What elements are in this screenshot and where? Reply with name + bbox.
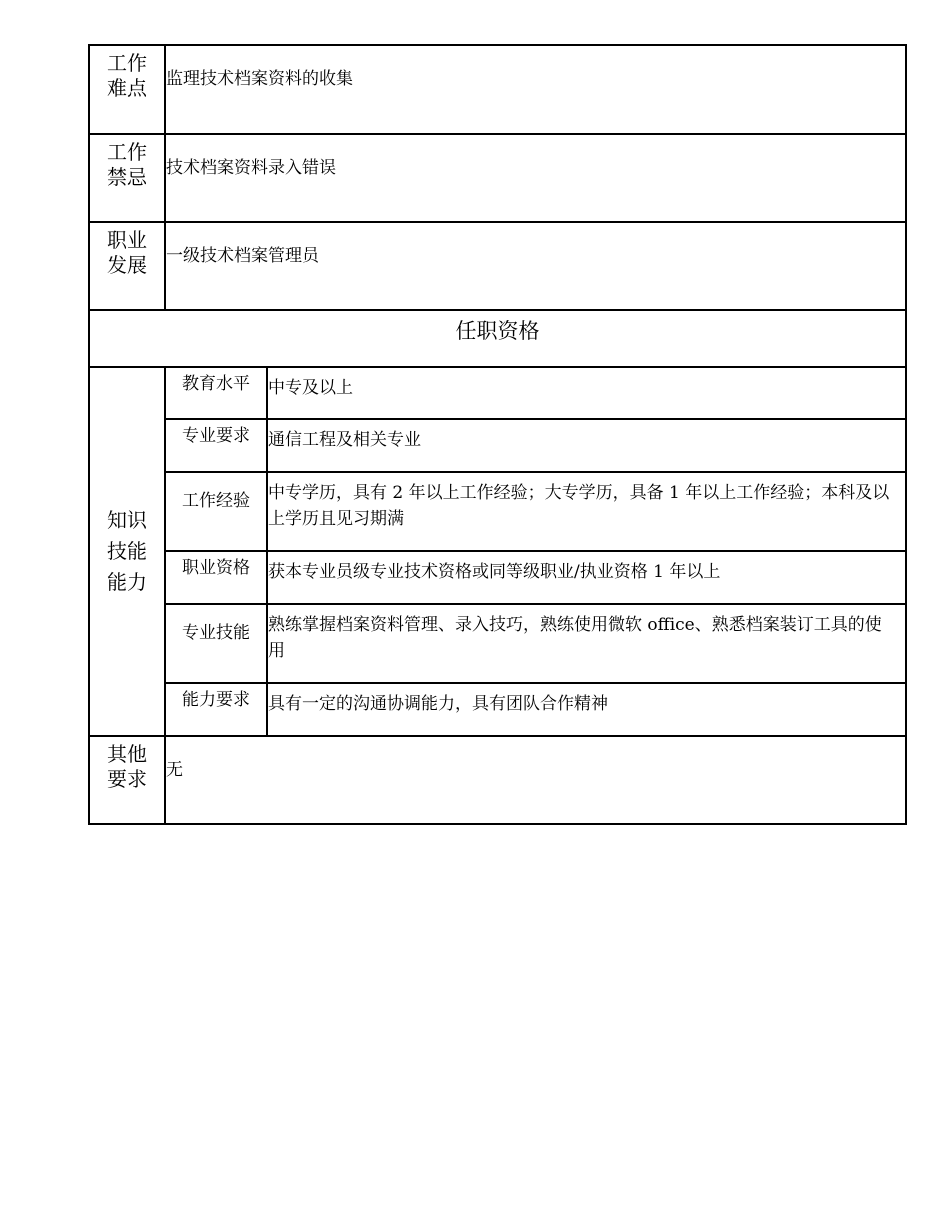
qualification-content-cell <box>267 551 906 604</box>
qualification-title-cell <box>89 310 906 367</box>
label-line: 工作 <box>107 51 147 75</box>
qualification-content-cell <box>267 419 906 472</box>
other-requirements-content <box>165 736 906 824</box>
label-line: 工作 <box>107 140 147 164</box>
qualification-row <box>89 472 906 551</box>
qualification-row <box>89 683 906 736</box>
row-qualification-title <box>89 310 906 367</box>
qualification-content-cell <box>267 604 906 683</box>
qualification-label: 职业资格 <box>182 558 250 578</box>
qualification-label: 专业要求 <box>182 426 250 446</box>
qualification-label: 能力要求 <box>182 690 250 710</box>
qualification-content: 中专及以上 <box>268 378 353 398</box>
qualification-row <box>89 604 906 683</box>
group-label-line: 能力 <box>107 570 147 594</box>
qualification-content: 具有一定的沟通协调能力，具有团队合作精神 <box>268 694 608 714</box>
qualification-content-cell <box>267 472 906 551</box>
cell-text: 一级技术档案管理员 <box>166 246 319 266</box>
qualification-label: 工作经验 <box>182 491 250 511</box>
work-difficulty-content <box>165 45 906 134</box>
qualification-label-cell <box>165 604 267 683</box>
label-line: 其他 <box>107 742 147 766</box>
row-work-difficulty <box>89 45 906 134</box>
row-label-other-requirements <box>89 736 165 824</box>
qualification-row <box>89 419 906 472</box>
qualification-label: 专业技能 <box>182 623 250 643</box>
work-forbidden-content <box>165 134 906 222</box>
qualification-label-cell <box>165 683 267 736</box>
row-label-work-difficulty <box>89 45 165 134</box>
qualification-row <box>89 367 906 419</box>
label-line: 要求 <box>107 767 147 791</box>
row-career-development <box>89 222 906 310</box>
group-label-line: 知识 <box>107 508 147 532</box>
qualification-content: 获本专业员级专业技术资格或同等级职业/执业资格 1 年以上 <box>268 562 721 582</box>
qualification-content: 熟练掌握档案资料管理、录入技巧，熟练使用微软 office、熟悉档案装订工具的使用 <box>268 615 882 661</box>
label-line: 难点 <box>107 76 147 100</box>
qualification-label: 教育水平 <box>182 374 250 394</box>
qualification-label-cell <box>165 419 267 472</box>
row-label-career-development <box>89 222 165 310</box>
label-line: 发展 <box>107 253 147 277</box>
job-description-table <box>88 44 907 825</box>
qualification-row <box>89 551 906 604</box>
qualification-content: 中专学历，具有 2 年以上工作经验；大专学历，具备 1 年以上工作经验；本科及以上学历且见习期满 <box>268 483 890 529</box>
label-line: 禁忌 <box>107 165 147 189</box>
row-work-forbidden <box>89 134 906 222</box>
knowledge-skill-ability-label <box>89 367 165 736</box>
cell-text: 监理技术档案资料的收集 <box>166 69 353 89</box>
qualification-content-cell <box>267 367 906 419</box>
qualification-label-cell <box>165 367 267 419</box>
cell-text: 无 <box>166 760 183 780</box>
qualification-label-cell <box>165 472 267 551</box>
qualification-content: 通信工程及相关专业 <box>268 430 421 450</box>
section-title: 任职资格 <box>455 319 540 343</box>
group-label-line: 技能 <box>107 539 147 563</box>
row-label-work-forbidden <box>89 134 165 222</box>
row-other-requirements <box>89 736 906 824</box>
career-development-content <box>165 222 906 310</box>
qualification-content-cell <box>267 683 906 736</box>
qualification-label-cell <box>165 551 267 604</box>
cell-text: 技术档案资料录入错误 <box>166 158 336 178</box>
label-line: 职业 <box>107 228 147 252</box>
